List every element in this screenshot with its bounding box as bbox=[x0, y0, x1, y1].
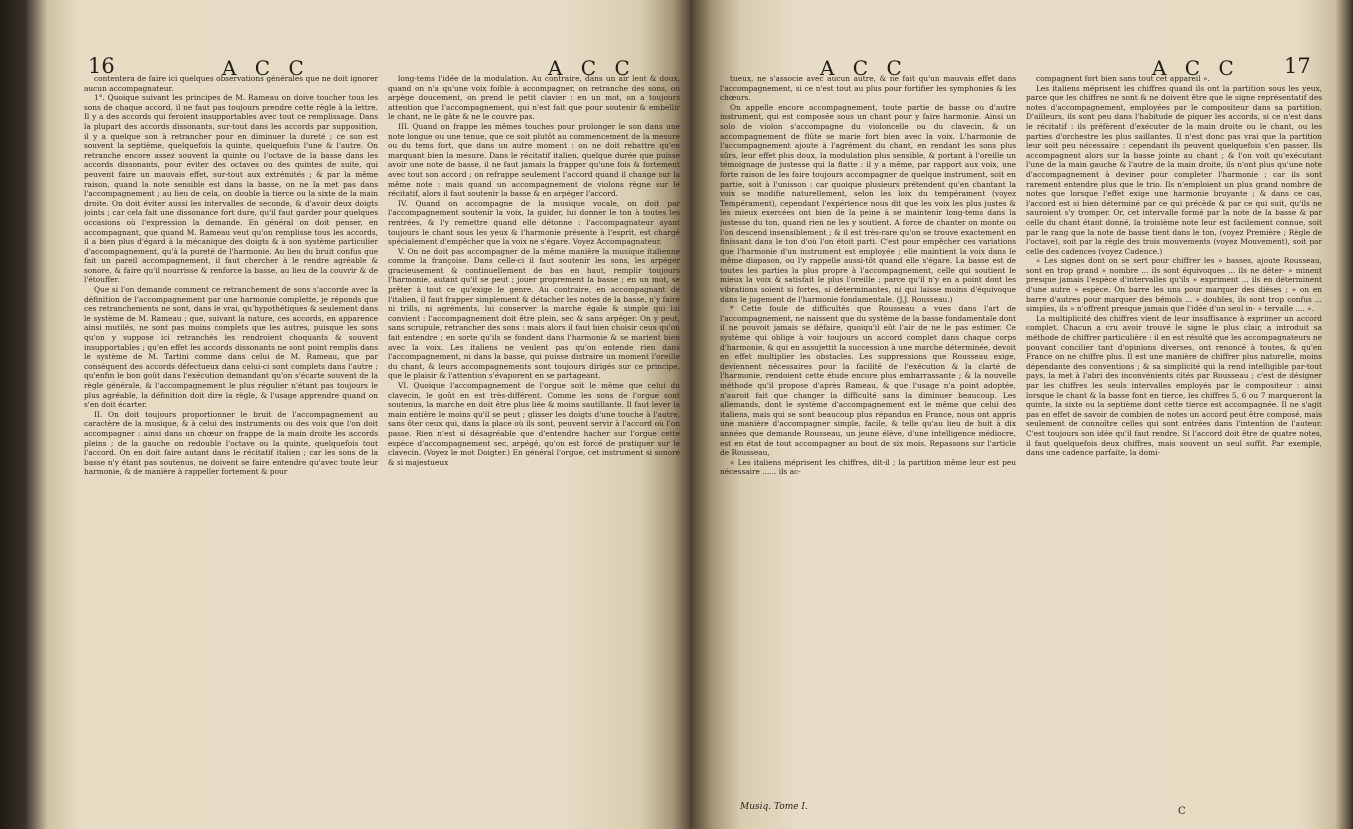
paragraph: * Cette foule de difficultés que Rousseau a vues dans l'art de l'accompagnement, ne naissent que du système de la basse fondamentale dont il ne pouvoit jamais se défaire, quoiqu'il eût l'air de ne le pas estimer. Ce système qui oblige à voir toujours un accord complet dans chaque corps d'harmonie, & qui en assujettit la succession à une marche déterminée, devoit en effet multiplier les obstacles. Les suppressions que Rousseau exige, deviennent nécessaires pour la facilité de l'exécution & la clarté de l'harmonie, rendoient cette étude encore plus embarrassante ; & la nouvelle méthode qu'il propose d'après Rameau, & que l'usage n'a point adoptée, n'auroit fait que changer la difficulté sans la diminuer beaucoup. Les allemands, dont le système d'accompagnement est le même que celui des italiens, mais qui se sont beaucoup plus répandus en France, nous ont appris une manière d'accompagner simple, facile, & telle qu'au lieu de huit à dix années que demande Rousseau, un jeune élève, d'une intelligence médiocre, est en état de tout accompagner au bout de six mois. Repassons sur l'article de Rousseau, bbox=[720, 304, 1016, 458]
footer-signature-mark: Musiq. Tome I. bbox=[740, 802, 808, 812]
running-head: A C C bbox=[222, 56, 310, 80]
paragraph: La multiplicité des chiffres vient de leur insuffisance à exprimer un accord complet. Chacun a cru avoir trouvé le signe le plus clair, a introduit sa méthode de chiffrer particulière : il en est résulté que les accompagnateurs ne pouvant concilier tant d'opinions diverses, ont renoncé à toutes, & qu'en France on ne chiffre plus. Il est une manière de chiffrer plus naturelle, moins dépendante des conventions ; & sa simplicité qui la rend intelligible par-tout pays, la met à l'abri des inconvénients cités par Rousseau ; c'est de désigner par les chiffres les seuls intervalles employés par le compositeur : ainsi lorsque le chant & la basse font en tierce, les chiffres 5, 6 ou 7 marqueront la quinte, la sixte ou la septième dont cette tierce est accompagnée. Il ne s'agit pas en effet de savoir de combien de notes un accord peut être composé, mais seulement de connoître celles qui sont entrées dans l'intention de l'auteur. C'est toujours son idée qu'il faut rendre. Si l'accord doit être de quatre notes, il faut quelquefois deux chiffres, mais souvent un seul suffit. Par exemple, dans une cadence parfaite, la domi- bbox=[1026, 313, 1322, 458]
paragraph: long-tems l'idée de la modulation. Au contraire, dans un air lent & doux, quand on n'a qu'une voix foible à accompagner, on retranche des sons, on arpège doucement, on prend le petit clavier : en un mot, on a toujours attention que l'accompagnement, qui n'est fait que pour soutenir & embellir le chant, ne le gâte & ne le couvre pas. bbox=[388, 74, 680, 122]
paragraph: II. On doit toujours proportionner le bruit de l'accompagnement au caractère de la musique, & à celui des instruments ou des voix que l'on doit accompagner : ainsi dans un chœur on frappe de la main droite les accords pleins ; de la gauche on redouble l'octave ou la quinte, quelquefois tout l'accord. On en doit faire autant dans le récitatif italien ; car les sons de la basse n'y étant pas soutenus, ne doivent se faire entendre qu'avec toute leur harmonie, & de manière à rappeller fortement & pour bbox=[84, 409, 378, 477]
paragraph: V. On ne doit pas accompagner de la même manière la musique italienne comme la françoise. Dans celle-ci il faut soutenir les sons, les arpéger gracieusement & continuellement de bas en haut, remplir toujours l'harmonie, autant qu'il se peut ; jouer proprement la basse ; en un mot, se prêter à tout ce qu'exige le genre. Au contraire, en accompagnant de l'italien, il faut frapper simplement & détacher les notes de la basse, n'y faire ni trills, ni agréments, lui conserver la marche égale & simple qui lui convient : l'accompagnement doit être plein, sec & sans arpéger. On y peut, sans scrupule, retrancher des sons : mais alors il faut bien choisir ceux qu'on fait entendre ; en sorte qu'ils se fondent dans l'harmonie & se marient bien avec la voix. Les italiens ne veulent pas qu'on entende rien dans l'accompagnement, ni dans la basse, qui puisse distraire un moment l'oreille du chant, & leurs accompagnements sont toujours dirigés sur ce principe, que le plaisir & l'attention s'évaporent en se partageant. bbox=[388, 246, 680, 381]
paragraph: tueux, ne s'associe avec aucun autre, & ne fait qu'un mauvais effet dans l'accompagnement, si ce n'est tout au plus pour fortifier les symphonies & les chœurs. bbox=[720, 74, 1016, 103]
paragraph: On appelle encore accompagnement, toute partie de basse ou d'autre instrument, qui est composée sous un chant pour y faire harmonie. Ainsi un solo de violon s'accompagne du violoncelle ou du clavecin, & un accompagnement de flûte se marie fort bien avec la voix. L'harmonie de l'accompagnement ajoute à l'agrément du chant, en rendant les sons plus sûrs, leur effet plus doux, la modulation plus sensible, & portant à l'oreille un témoignage de justesse qui la flatte : il y a même, par rapport aux voix, une forte raison de les faire toujours accompagner de quelque instrument, soit en partie, soit à l'unisson : car quoique plusieurs prétendent qu'en chantant la voix se modifie naturellement, selon les loix du tempérament (voyez Tempérament), cependant l'expérience nous dit que les voix les plus justes & les mieux exercées ont bien de la peine à se maintenir long-tems dans la justesse du ton, quand rien ne les y soutient. A force de chanter on monte ou l'on descend insensiblement ; & il est très-rare qu'on se trouve exactement en finissant dans le ton d'où l'on étoit parti. C'est pour empêcher ces variations que l'harmonie d'un instrument est employée ; elle maintient la voix dans le même diapason, ou l'y rappelle aussi-tôt quand elle s'égare. La basse est de toutes les parties la plus propre à l'accompagnement, celle qui soutient le mieux la voix & satisfait le plus l'oreille ; parce qu'il n'y en a point dont les vibrations soient si fortes, si déterminantes, ni qui laisse moins d'équivoque dans le jugement de l'harmonie fondamentale. (J.J. Rousseau.) bbox=[720, 102, 1016, 304]
running-head: A C C bbox=[1152, 56, 1240, 80]
paragraph: Que si l'on demande comment ce retranchement de sons s'accorde avec la définition de l'accompagnement par une harmonie complette, je réponds que ces retranchements ne sont, dans le vrai, qu'hypothétiques & seulement dans le système de M. Rameau ; que, suivant la nature, ces accords, en apparence ainsi mutilés, ne sont pas moins complets que les autres, puisque les sons qu'on y suppose ici retranchés les rendroient choquants & souvent insupportables ; qu'en effet les accords dissonants ne sont point remplis dans le système de M. Tartini comme dans celui de M. Rameau, que par conséquent des accords défectueux dans celui-ci sont complets dans l'autre ; qu'enfin le bon goût dans l'exécution demandant qu'on s'écarte souvent de la règle générale, & l'accompagnement le plus régulier n'étant pas toujours le plus agréable, la définition doit dire la règle, & l'usage apprendre quand on s'en doit écarter. bbox=[84, 285, 378, 410]
text-column bbox=[720, 74, 1016, 794]
paragraph: Les italiens méprisent les chiffres quand ils ont la partition sous les yeux, parce que les chiffres ne sont & ne doivent être que le signe représentatif des notes d'accompagnement, employées par le compositeur dans sa partition. D'ailleurs, ils sont peu dans l'habitude de piquer les accords, si ce n'est dans le récitatif : ils préfèrent d'exécuter de la main droite ou le chant, ou les parties d'orchestre les plus saillantes. Il n'est donc pas vrai que la partition leur soit peu nécessaire : cependant ils peuvent quelquefois s'en passer. Ils accompagnent alors sur la basse jointe au chant ; & l'on voit qu'exécutant l'une de la main gauche & l'autre de la main droite, ils n'ont plus qu'une note d'accompagnement à deviner pour completer l'harmonie ; car ils sont rarement entendre plus que le trio. Ils n'emploient un plus grand nombre de notes que lorsque l'effet exige une harmonie bruyante ; & dans ce cas, l'accord est si bien déterminé par ce qui précède & par ce qui suit, qu'ils ne sauroient s'y tromper. Or, cet intervalle formé par la note de la basse & par celle du chant étant donné, la troisième note leur est facilement connue, soit par le rang que la note de basse tient dans le ton, (voyez Première ; Règle de l'octave), soit par la règle des trois mouvements (voyez Mouvement), soit par celle des cadences (voyez Cadence.) bbox=[1026, 83, 1322, 256]
paragraph: 1°. Quoique suivant les principes de M. Rameau on doive toucher tous les sons de chaque accord, il ne faut pas toujours prendre cette règle à la lettre. Il y a des accords qui feroient insupportables avec tout ce remplissage. Dans la plupart des accords dissonants, sur-tout dans les accords par supposition, il y a quelque son à retrancher pour en diminuer la dureté ; ce son est souvent la septième, quelquefois la quinte, quelquefois l'une & l'autre. On retranche encore assez souvent la quinte ou l'octave de la basse dans les accords dissonants, pour éviter des octaves ou des quintes de suite, qui peuvent faire un mauvais effet, sur-tout aux extrémités ; & par la même raison, quand la note sensible est dans la basse, on ne la met pas dans l'accompagnement ; au lieu de cela, on double la tierce ou la sixte de la main droite. On doit éviter aussi les intervalles de seconde, & d'avoir deux doigts joints ; car cela fait une dissonance fort dure, qu'il faut garder pour quelques occasions où l'expression la demande. En général on doit penser, en accompagnant, que quand M. Rameau veut qu'on remplisse tous les accords, il a bien plus d'égard à la mécanique des doigts & à son système particulier d'accompagnement, qu'à la pureté de l'harmonie. Au lieu du bruit confus que fait un pareil accompagnement, il faut chercher à le rendre agréable & sonore, & faire qu'il nourrisse & renforce la basse, au lieu de la couvrir & de l'étouffer. bbox=[84, 93, 378, 285]
running-head: A C C bbox=[820, 56, 908, 80]
running-head: A C C bbox=[548, 56, 636, 80]
text-column bbox=[388, 74, 680, 814]
paragraph: « Les italiens méprisent les chiffres, dit-il ; la partition même leur est peu nécessaire ...... ils ac- bbox=[720, 457, 1016, 477]
paragraph: contentera de faire ici quelques observations générales que ne doit ignorer aucun accompagnateur. bbox=[84, 74, 378, 93]
gathering-signature: C bbox=[1178, 806, 1186, 817]
right-page bbox=[690, 0, 1353, 829]
page-number: 16 bbox=[88, 54, 115, 78]
paragraph: « Les signes dont on se sert pour chiffrer les » basses, ajoute Rousseau, sont en trop grand » nombre ... ils sont équivoques ... ils ne déter- » minent presque jamais l'espèce d'intervalles qu'ils » expriment ... ils en déterminent d'une autre » espèce. On barre les uns pour marquer des dièses ; » on en barre d'autres pour marquer des bémols ... » doubles, ils sont trop confus ... simples, ils » n'offrent presque jamais que l'idée d'un seul in- » tervalle .... ». bbox=[1026, 256, 1322, 314]
paragraph: III. Quand on frappe les mêmes touches pour prolonger le son dans une note longue ou une tenue, que ce soit plutôt au commencement de la mesure ou du tems fort, que dans un autre moment : on ne doit rebattre qu'en marquant bien la mesure. Dans le récitatif italien, quelque durée que puisse avoir une note de basse, il ne faut jamais la frapper qu'une fois & fortement avec tout son accord ; on refrappe seulement l'accord quand il change sur la même note : mais quand un accompagnement de violons règne sur le récitatif, alors il faut soutenir la basse & en arpéger l'accord. bbox=[388, 121, 680, 199]
page-number: 17 bbox=[1284, 54, 1311, 78]
paragraph: compagnent fort bien sans tout cet appareil ». bbox=[1036, 74, 1210, 83]
text-column bbox=[84, 74, 378, 814]
paragraph: VI. Quoique l'accompagnement de l'orgue soit le même que celui du clavecin, le goût en est très-différent. Comme les sons de l'orgue sont soutenus, la marche en doit être plus liée & moins sautillante. Il faut lever la main entière le moins qu'il se peut ; glisser les doigts d'une touche à l'autre, sans ôter ceux qui, dans la place où ils sont, peuvent servir à l'accord où l'on passe. Rien n'est si désagréable que d'entendre hacher sur l'orgue cette espèce d'accompagnement sec, arpégé, qu'on est forcé de pratiquer sur le clavecin. (Voyez le mot Doigter.) En général l'orgue, cet instrument si sonore & si majestueux bbox=[388, 381, 680, 467]
paragraph: IV. Quand on accompagne de la musique vocale, on doit par l'accompagnement soutenir la voix, la guider, lui donner le ton à toutes les rentrées, & l'y remettre quand elle détonne : l'accompagnateur ayant toujours le chant sous les yeux & l'harmonie présente à l'esprit, est chargé spécialement d'empêcher que la voix ne s'égare. Voyez Accompagnateur. bbox=[388, 198, 680, 247]
text-column bbox=[1026, 74, 1322, 806]
